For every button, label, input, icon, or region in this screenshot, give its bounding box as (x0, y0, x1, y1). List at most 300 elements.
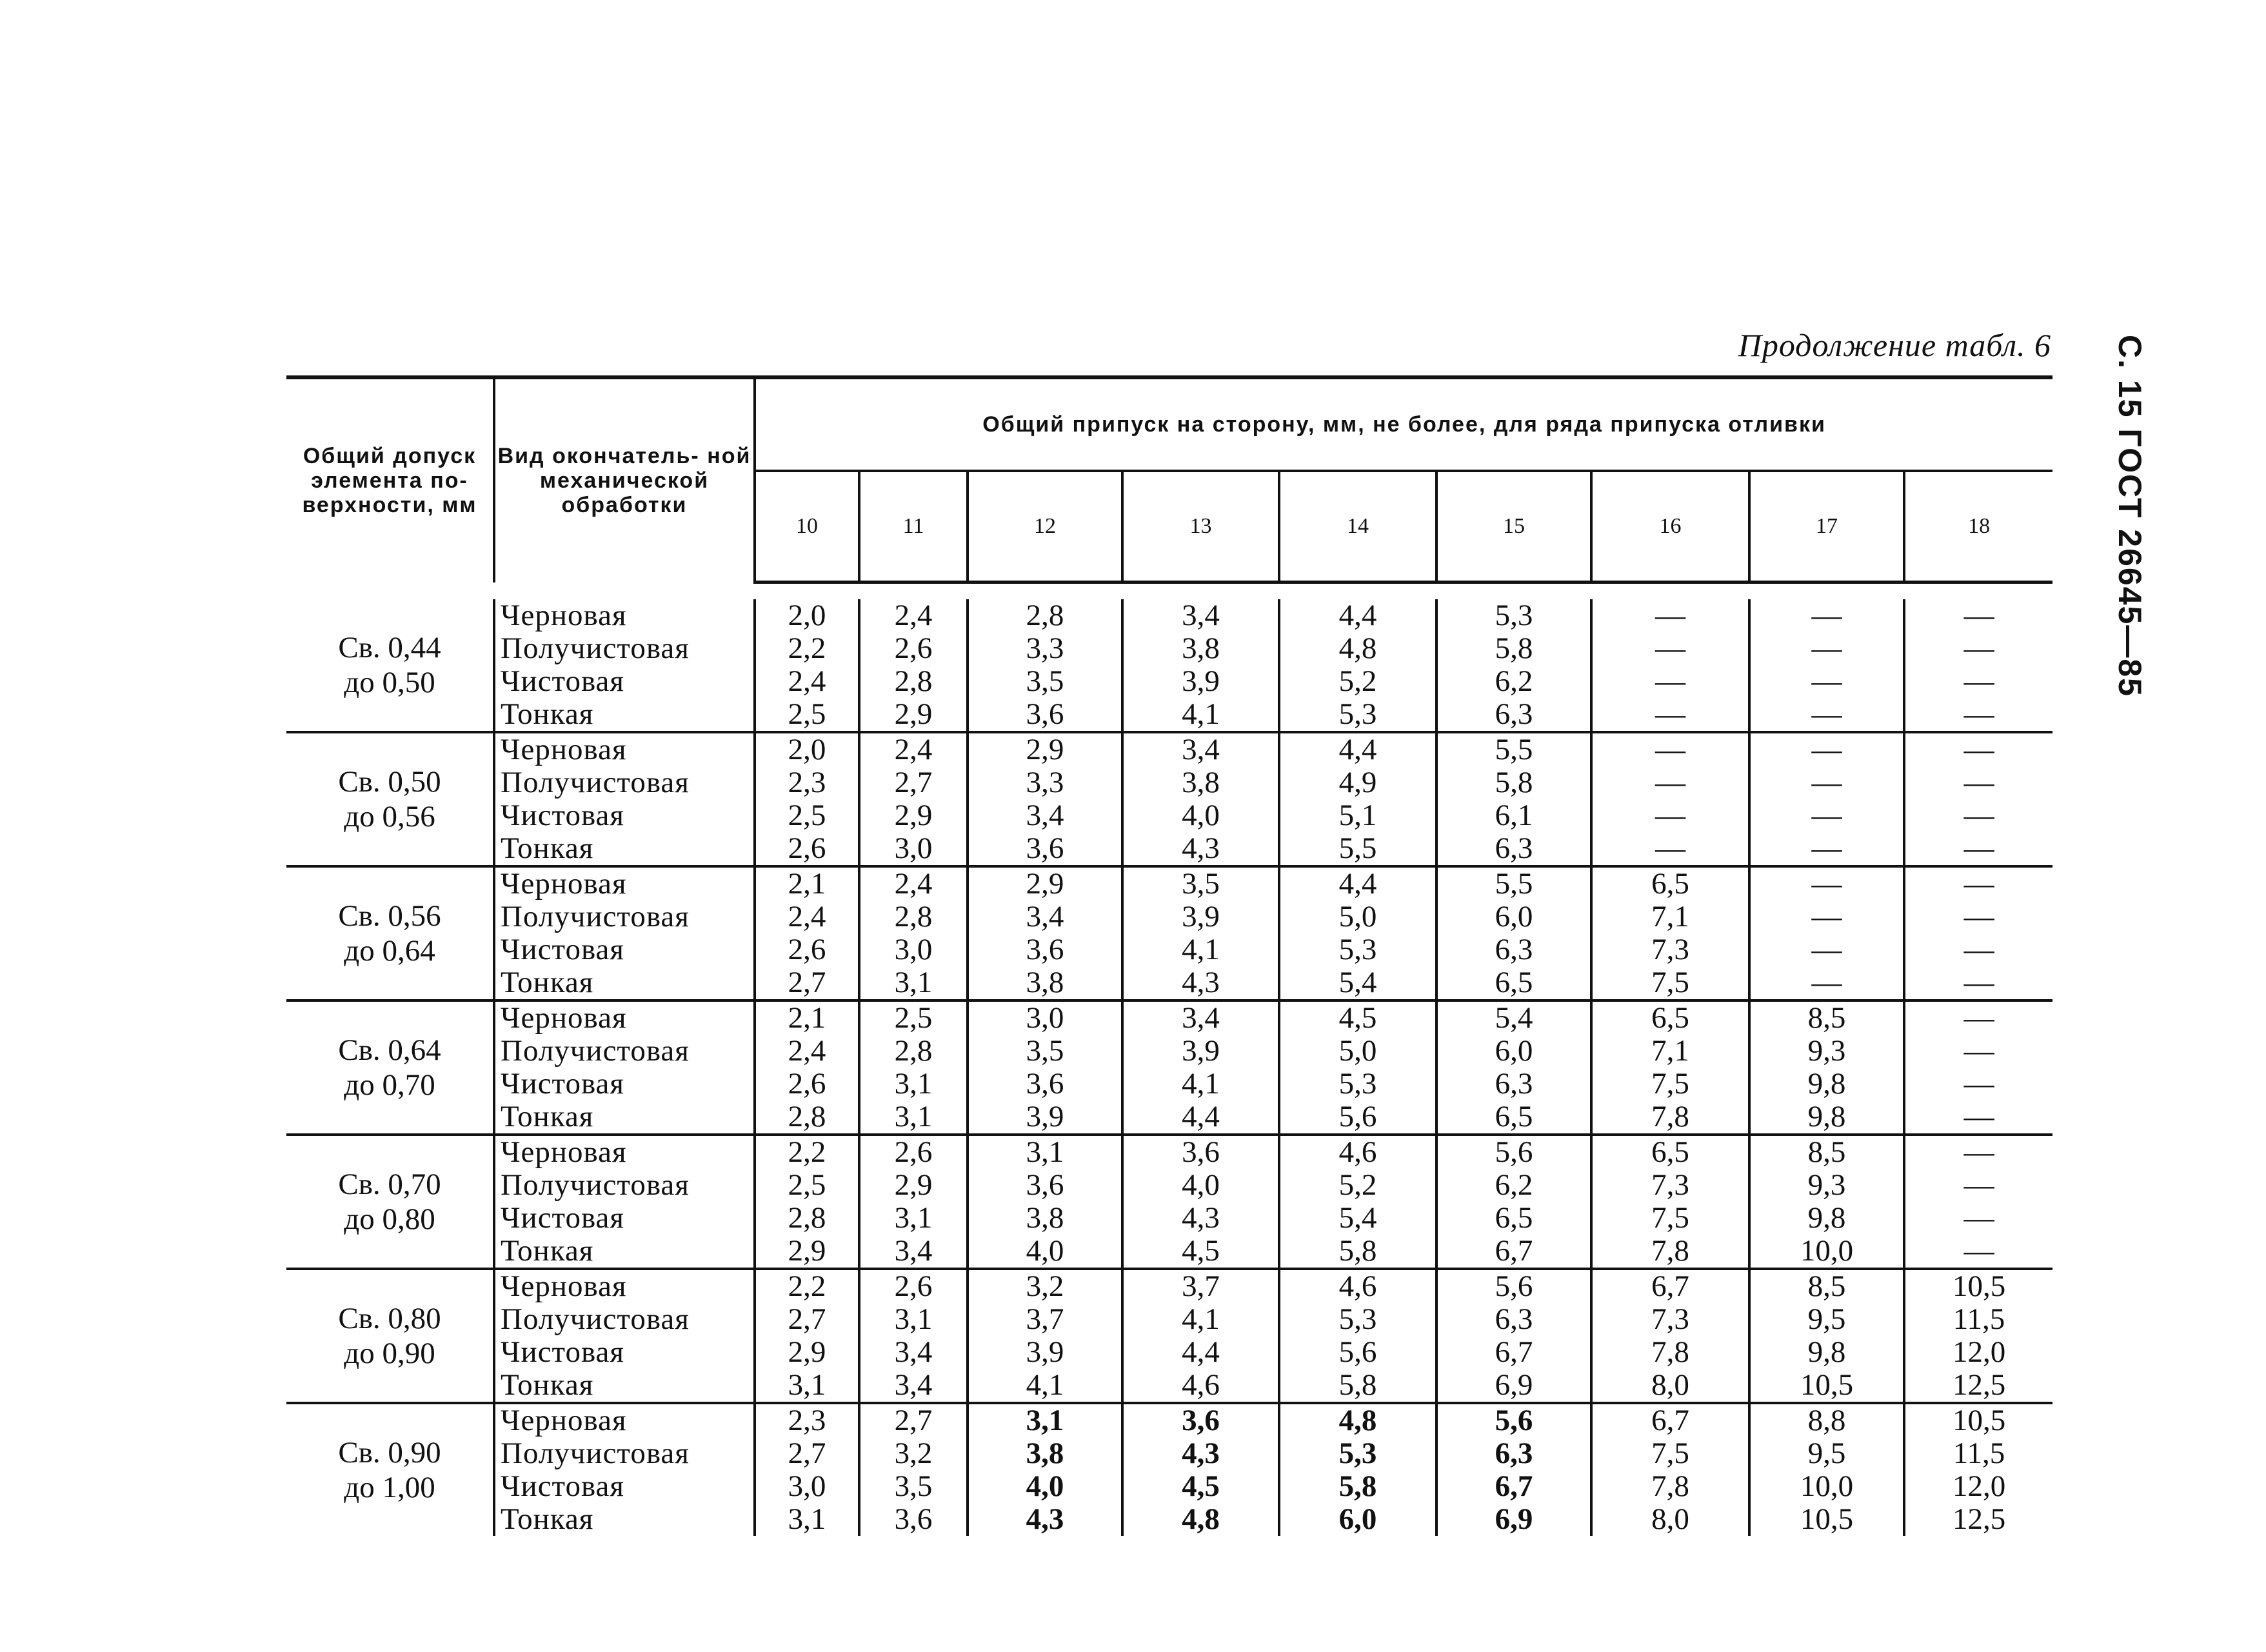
allowance-value: — (1963, 966, 1994, 999)
allowance-value: 6,3 (1495, 831, 1533, 865)
allowance-value: 3,9 (1026, 1335, 1064, 1369)
allowance-value: 4,1 (1026, 1368, 1064, 1402)
machining-kind-text: Черновая (501, 599, 627, 632)
allowance-cell (1749, 1000, 1904, 1135)
table-header (286, 377, 2052, 582)
header-row-number: 15 (1436, 471, 1591, 582)
allowance-value: 2,9 (788, 1234, 826, 1268)
allowance-value: 3,4 (894, 1368, 933, 1402)
allowance-value: 2,5 (894, 1001, 933, 1035)
machining-kind-text: Чистовая (501, 1469, 625, 1503)
allowance-value: — (1963, 733, 1994, 766)
allowance-value: 3,1 (788, 1368, 826, 1402)
machining-kind-text: Тонкая (501, 1100, 594, 1133)
machining-kind-text: Получистовая (501, 900, 690, 933)
allowance-value: 5,0 (1338, 900, 1377, 933)
header-tolerance: Общий допуск элемента по- верхности, мм (286, 377, 494, 582)
allowance-value: — (1655, 599, 1685, 632)
allowance-value: 3,8 (1026, 1201, 1064, 1235)
allowance-cell (1904, 732, 2052, 866)
allowance-value: 4,6 (1338, 1269, 1377, 1303)
allowance-cell (859, 599, 968, 732)
allowance-value: 3,1 (894, 1100, 933, 1133)
allowance-value: 9,5 (1807, 1302, 1846, 1336)
allowance-value: 12,5 (1952, 1368, 2006, 1402)
allowance-value: 2,7 (894, 1404, 933, 1437)
allowance-value: 6,2 (1495, 664, 1533, 698)
allowance-value: 2,4 (788, 664, 826, 698)
machining-kind-text: Чистовая (501, 933, 625, 966)
allowance-value: 3,1 (788, 1502, 826, 1536)
allowance-cell (1904, 1269, 2052, 1403)
allowance-cell (1904, 599, 2052, 732)
machining-kind-text: Получистовая (501, 1437, 690, 1470)
allowance-cell (1279, 1403, 1436, 1536)
tolerance-text: Св. 0,70 (338, 1168, 441, 1201)
allowance-value: 2,0 (788, 733, 826, 766)
allowance-cell (1279, 599, 1436, 732)
allowance-cell (1904, 1403, 2052, 1536)
table-spacer (286, 582, 2052, 600)
allowance-cell (968, 1000, 1122, 1135)
allowance-value: 3,1 (894, 966, 933, 999)
allowance-value: 9,8 (1807, 1100, 1846, 1133)
tolerance-text: до 1,00 (344, 1471, 435, 1504)
allowance-value: 5,3 (1338, 933, 1377, 966)
allowance-value: 3,0 (1026, 1001, 1064, 1035)
table-row-group (286, 1403, 2052, 1536)
allowance-value: 3,5 (1026, 1034, 1064, 1068)
allowance-value: 2,4 (788, 1034, 826, 1068)
allowance-value: 4,0 (1182, 799, 1220, 832)
allowance-value: 4,3 (1182, 1201, 1220, 1235)
allowance-cell (1591, 1135, 1749, 1269)
allowance-value: 4,6 (1338, 1135, 1377, 1169)
allowance-value: 4,0 (1026, 1234, 1064, 1268)
allowance-value: 10,0 (1800, 1234, 1854, 1268)
allowance-value: 3,6 (1182, 1404, 1220, 1437)
allowance-cell (1749, 866, 1904, 1000)
allowance-value: 9,3 (1807, 1168, 1846, 1202)
allowance-value: 2,8 (1026, 599, 1064, 632)
allowance-value: 6,5 (1495, 966, 1533, 999)
allowance-value: 12,0 (1952, 1335, 2006, 1369)
tolerance-text: Св. 0,64 (338, 1033, 441, 1067)
allowance-value: — (1811, 632, 1842, 665)
tolerance-text: до 0,70 (344, 1068, 435, 1102)
allowance-value: 4,3 (1182, 831, 1220, 865)
allowance-value: — (1655, 733, 1685, 766)
header-allowance: Общий припуск на сторону, мм, не более, для ряда припуска отливки (755, 377, 2052, 471)
allowance-value: 12,5 (1952, 1502, 2006, 1536)
machining-kind-text: Черновая (501, 1404, 627, 1437)
header-row-number: 11 (859, 471, 968, 582)
allowance-cell (1122, 1000, 1279, 1135)
allowance-value: 2,6 (788, 1067, 826, 1100)
allowance-value: 3,4 (894, 1335, 933, 1369)
allowance-value: 5,8 (1338, 1368, 1377, 1402)
allowance-value: 6,3 (1495, 1067, 1533, 1100)
allowance-value: 6,5 (1495, 1100, 1533, 1133)
allowance-value: 5,6 (1338, 1335, 1377, 1369)
allowance-value: 5,5 (1495, 733, 1533, 766)
allowance-value: 4,3 (1182, 1437, 1220, 1470)
allowance-value: — (1655, 799, 1685, 832)
allowance-cell (968, 1403, 1122, 1536)
allowance-value: 5,0 (1338, 1034, 1377, 1068)
allowance-value: 11,5 (1953, 1302, 2005, 1336)
page-number-text: С. 15 ГОСТ 26645—85 (2112, 335, 2148, 697)
header-row-number: 14 (1279, 471, 1436, 582)
allowance-value: 3,7 (1026, 1302, 1064, 1336)
allowance-value: 2,9 (894, 697, 933, 731)
allowance-value: 4,1 (1182, 933, 1220, 966)
allowance-value: 4,4 (1338, 733, 1377, 766)
allowance-value: 2,7 (788, 966, 826, 999)
tolerance-text: Св. 0,90 (338, 1436, 441, 1469)
machining-kind-text: Чистовая (501, 799, 625, 832)
table-body (286, 582, 2052, 1537)
allowance-value: 7,3 (1651, 1168, 1689, 1202)
allowance-value: 3,9 (1182, 900, 1220, 933)
allowance-value: — (1963, 867, 1994, 901)
allowance-value: 6,7 (1495, 1234, 1533, 1268)
allowance-value: — (1963, 1168, 1994, 1202)
machining-kind-text: Чистовая (501, 1067, 625, 1100)
allowance-value: 9,8 (1807, 1067, 1846, 1100)
allowance-cell (859, 1403, 968, 1536)
allowance-value: 5,3 (1338, 1067, 1377, 1100)
allowance-value: 4,4 (1182, 1100, 1220, 1133)
table-row-group (286, 1000, 2052, 1135)
allowance-value: 2,9 (894, 799, 933, 832)
allowance-value: 6,2 (1495, 1168, 1533, 1202)
allowance-value: 5,6 (1495, 1404, 1533, 1437)
allowance-value: 2,2 (788, 1269, 826, 1303)
allowance-value: 3,1 (894, 1201, 933, 1235)
tolerance-text: до 0,50 (344, 666, 435, 699)
allowance-value: 2,4 (788, 900, 826, 933)
allowance-cell (1436, 1403, 1591, 1536)
allowance-value: — (1963, 599, 1994, 632)
allowance-value: 6,5 (1495, 1201, 1533, 1235)
allowance-value: 7,5 (1651, 1201, 1689, 1235)
machining-kind-cell (494, 1135, 755, 1269)
allowance-cell (1904, 866, 2052, 1000)
machining-kind-text: Чистовая (501, 1335, 625, 1369)
allowance-value: 9,8 (1807, 1335, 1846, 1369)
allowance-cell (968, 866, 1122, 1000)
allowance-value: 10,5 (1800, 1368, 1854, 1402)
allowance-value: 3,4 (1026, 799, 1064, 832)
allowance-value: — (1811, 664, 1842, 698)
allowance-value: — (1963, 1034, 1994, 1068)
allowance-value: — (1963, 697, 1994, 731)
allowance-value: — (1811, 966, 1842, 999)
tolerance-text: Св. 0,44 (338, 631, 441, 664)
allowance-value: 6,3 (1495, 1302, 1533, 1336)
allowance-value: 9,3 (1807, 1034, 1846, 1068)
allowance-cell (1591, 1000, 1749, 1135)
allowance-value: 5,1 (1338, 799, 1377, 832)
allowance-cell (1749, 732, 1904, 866)
allowance-value: 2,6 (788, 831, 826, 865)
allowance-cell (755, 599, 859, 732)
machining-kind-text: Тонкая (501, 831, 594, 865)
allowance-value: 6,7 (1651, 1269, 1689, 1303)
allowance-value: 3,1 (894, 1067, 933, 1100)
allowance-value: 8,5 (1807, 1269, 1846, 1303)
allowance-value: — (1963, 1234, 1994, 1268)
allowance-value: 6,9 (1495, 1502, 1533, 1536)
header-row-number: 16 (1591, 471, 1749, 582)
allowance-value: 3,4 (894, 1234, 933, 1268)
allowance-value: 5,3 (1338, 1302, 1377, 1336)
allowance-value: — (1811, 799, 1842, 832)
allowance-value: 2,5 (788, 697, 826, 731)
allowance-value: — (1811, 766, 1842, 799)
allowance-cell (1436, 732, 1591, 866)
allowance-value: 5,8 (1338, 1469, 1377, 1503)
allowance-value: 2,8 (894, 900, 933, 933)
header-machining: Вид окончатель- ной механической обработки (494, 377, 755, 582)
allowance-value: 3,3 (1026, 632, 1064, 665)
machining-kind-text: Чистовая (501, 1201, 625, 1235)
allowance-cell (755, 1000, 859, 1135)
allowance-cell (1122, 1135, 1279, 1269)
allowance-value: 5,4 (1338, 966, 1377, 999)
allowance-cell (1122, 599, 1279, 732)
allowance-value: 6,0 (1495, 900, 1533, 933)
allowance-value: 6,0 (1495, 1034, 1533, 1068)
machining-kind-text: Чистовая (501, 664, 625, 698)
allowance-value: 4,3 (1026, 1502, 1064, 1536)
allowance-value: 2,8 (894, 1034, 933, 1068)
table-row-group (286, 1135, 2052, 1269)
allowance-cell (1279, 732, 1436, 866)
allowance-value: 7,5 (1651, 1437, 1689, 1470)
machining-kind-text: Получистовая (501, 1168, 690, 1202)
allowance-cell (1279, 1135, 1436, 1269)
allowance-cell (859, 866, 968, 1000)
allowance-value: 7,8 (1651, 1469, 1689, 1503)
allowance-value: 2,6 (894, 1135, 933, 1169)
header-row-number: 13 (1122, 471, 1279, 582)
allowance-value: 3,6 (1026, 831, 1064, 865)
allowance-value: 11,5 (1953, 1437, 2005, 1470)
allowance-value: 4,4 (1338, 599, 1377, 632)
allowance-cell (1749, 1269, 1904, 1403)
allowance-value: 4,4 (1338, 867, 1377, 901)
allowance-value: 2,5 (788, 799, 826, 832)
allowance-cell (1122, 732, 1279, 866)
allowance-value: 6,3 (1495, 933, 1533, 966)
allowance-value: 2,1 (788, 1001, 826, 1035)
allowance-value: 5,8 (1495, 632, 1533, 665)
tolerance-cell (286, 1135, 494, 1269)
allowance-cell (1591, 732, 1749, 866)
allowance-value: 5,6 (1338, 1100, 1377, 1133)
machining-kind-text: Тонкая (501, 1368, 594, 1402)
allowance-cell (1279, 866, 1436, 1000)
allowance-value: 2,8 (894, 664, 933, 698)
tolerance-text: до 0,64 (344, 934, 435, 968)
allowance-value: 5,4 (1495, 1001, 1533, 1035)
allowance-value: 3,8 (1182, 766, 1220, 799)
allowance-value: 3,2 (894, 1437, 933, 1470)
tolerance-cell (286, 1000, 494, 1135)
allowance-cell (968, 1135, 1122, 1269)
allowance-cell (1122, 866, 1279, 1000)
allowance-cell (968, 599, 1122, 732)
allowance-value: 4,1 (1182, 697, 1220, 731)
table-row-group (286, 732, 2052, 866)
allowance-value: 2,4 (894, 733, 933, 766)
allowance-value: 5,2 (1338, 1168, 1377, 1202)
allowance-cell (859, 1135, 968, 1269)
machining-kind-text: Получистовая (501, 766, 690, 799)
allowance-value: 5,3 (1338, 697, 1377, 731)
allowance-value: 3,0 (894, 933, 933, 966)
allowance-value: 6,1 (1495, 799, 1533, 832)
allowance-value: 6,3 (1495, 697, 1533, 731)
allowance-value: 5,3 (1338, 1437, 1377, 1470)
allowance-value: 7,8 (1651, 1234, 1689, 1268)
machining-kind-cell (494, 1403, 755, 1536)
allowance-value: 9,8 (1807, 1201, 1846, 1235)
tolerance-text: Св. 0,56 (338, 899, 441, 933)
allowance-value: 2,4 (894, 867, 933, 901)
allowance-cell (968, 732, 1122, 866)
allowance-value: 6,5 (1651, 867, 1689, 901)
allowance-value: — (1811, 599, 1842, 632)
allowance-value: 2,7 (788, 1437, 826, 1470)
allowance-value: 4,1 (1182, 1302, 1220, 1336)
allowance-value: 2,7 (894, 766, 933, 799)
allowance-value: 2,3 (788, 766, 826, 799)
allowance-cell (1436, 1135, 1591, 1269)
allowance-cell (1436, 866, 1591, 1000)
allowance-value: — (1963, 766, 1994, 799)
allowance-value: 5,6 (1495, 1269, 1533, 1303)
allowance-value: 6,0 (1338, 1502, 1377, 1536)
allowance-value: 3,9 (1026, 1100, 1064, 1133)
allowance-value: 5,3 (1495, 599, 1533, 632)
allowance-value: — (1811, 831, 1842, 865)
allowance-cell (1591, 1403, 1749, 1536)
allowance-value: 2,9 (1026, 733, 1064, 766)
allowance-value: 2,9 (894, 1168, 933, 1202)
allowance-cell (1749, 599, 1904, 732)
allowance-value: 5,6 (1495, 1135, 1533, 1169)
allowance-value: 12,0 (1952, 1469, 2006, 1503)
machining-kind-text: Получистовая (501, 1302, 690, 1336)
allowance-value: 4,3 (1182, 966, 1220, 999)
allowance-value: — (1963, 664, 1994, 698)
allowance-value: 10,5 (1952, 1269, 2006, 1303)
tolerance-cell (286, 732, 494, 866)
machining-kind-text: Черновая (501, 733, 627, 766)
allowance-value: 6,7 (1495, 1335, 1533, 1369)
allowance-value: 4,0 (1182, 1168, 1220, 1202)
allowance-value: 7,1 (1651, 1034, 1689, 1068)
machining-kind-text: Черновая (501, 1135, 627, 1169)
allowance-value: 2,9 (788, 1335, 826, 1369)
allowance-value: 10,5 (1952, 1404, 2006, 1437)
tolerance-text: до 0,56 (344, 800, 435, 833)
allowance-value: 6,3 (1495, 1437, 1533, 1470)
machining-kind-cell (494, 599, 755, 732)
allowance-value: — (1811, 900, 1842, 933)
tolerance-cell (286, 1403, 494, 1536)
table-row-group (286, 866, 2052, 1000)
machining-kind-cell (494, 866, 755, 1000)
allowance-value: — (1963, 799, 1994, 832)
allowance-cell (1279, 1269, 1436, 1403)
page-number-label (2091, 335, 2169, 697)
allowance-cell (1749, 1135, 1904, 1269)
allowance-value: 8,0 (1651, 1368, 1689, 1402)
machining-kind-text: Тонкая (501, 1234, 594, 1268)
allowance-value: 2,6 (894, 1269, 933, 1303)
machining-kind-text: Черновая (501, 1269, 627, 1303)
allowance-value: 7,5 (1651, 1067, 1689, 1100)
allowance-cell (1436, 1269, 1591, 1403)
allowance-value: 7,8 (1651, 1335, 1689, 1369)
allowance-cell (859, 1000, 968, 1135)
allowance-value: 3,4 (1026, 900, 1064, 933)
allowance-value: 3,5 (1026, 664, 1064, 698)
allowance-value: 4,5 (1182, 1469, 1220, 1503)
allowance-value: 3,4 (1182, 733, 1220, 766)
tolerance-cell (286, 599, 494, 732)
allowance-cell (1591, 866, 1749, 1000)
allowance-value: 2,2 (788, 632, 826, 665)
allowance-cell (1279, 1000, 1436, 1135)
allowance-value: 3,1 (894, 1302, 933, 1336)
tolerance-text: до 0,80 (344, 1202, 435, 1236)
machining-kind-text: Тонкая (501, 966, 594, 999)
allowance-cell (1904, 1000, 2052, 1135)
allowance-value: 3,1 (1026, 1135, 1064, 1169)
tolerance-text: до 0,90 (344, 1337, 435, 1370)
allowance-value: 5,8 (1495, 766, 1533, 799)
allowance-value: — (1655, 766, 1685, 799)
allowance-value: 4,8 (1338, 1404, 1377, 1437)
allowance-value: — (1811, 697, 1842, 731)
allowance-value: 2,2 (788, 1135, 826, 1169)
allowance-value: — (1655, 831, 1685, 865)
allowance-value: 2,6 (788, 933, 826, 966)
allowance-value: 2,1 (788, 867, 826, 901)
allowance-value: 3,0 (894, 831, 933, 865)
allowance-value: 8,8 (1807, 1404, 1846, 1437)
allowance-value: 3,6 (1026, 933, 1064, 966)
tolerance-cell (286, 1269, 494, 1403)
allowance-value: 4,5 (1182, 1234, 1220, 1268)
header-row-number: 18 (1904, 471, 2052, 582)
allowance-value: 4,8 (1338, 632, 1377, 665)
allowance-value: 2,7 (788, 1302, 826, 1336)
allowance-value: 6,9 (1495, 1368, 1533, 1402)
allowance-value: 5,8 (1338, 1234, 1377, 1268)
allowance-cell (755, 1403, 859, 1536)
allowance-value: 4,9 (1338, 766, 1377, 799)
allowance-value: 5,5 (1338, 831, 1377, 865)
allowance-value: 7,3 (1651, 933, 1689, 966)
allowance-value: 3,4 (1182, 1001, 1220, 1035)
allowance-cell (1436, 1000, 1591, 1135)
